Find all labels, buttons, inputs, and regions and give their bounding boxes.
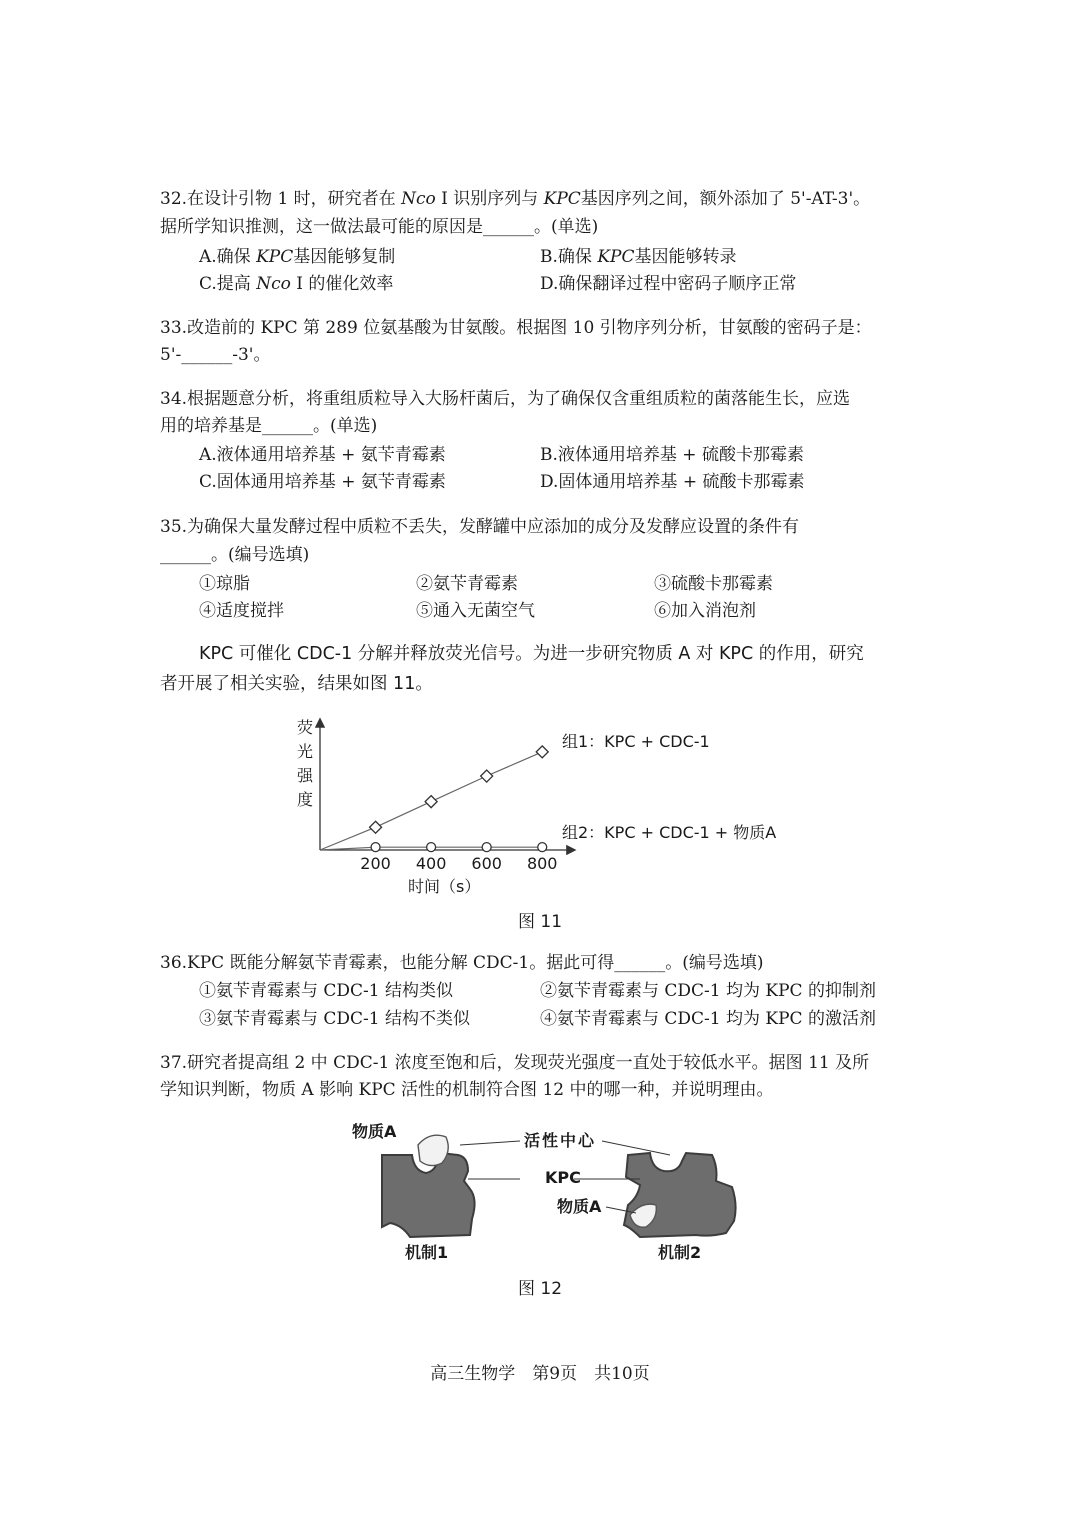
y-axis-label-char-0: 荧: [296, 718, 313, 737]
x-tick-label-600: 600: [471, 854, 502, 873]
q35-option-4: ④适度搅拌: [199, 601, 284, 621]
q35-option-1: ①琼脂: [199, 574, 250, 594]
q33-stem-line1: 33.改造前的 KPC 第 289 位氨基酸为甘氨酸。根据图 10 引物序列分析，甘氨酸的密码子是：: [160, 318, 872, 338]
q36-option-1: ①氨苄青霉素与 CDC-1 结构类似: [199, 981, 454, 1001]
data-point-group2-x200: [371, 843, 380, 852]
page-footer: 高三生物学 第9页 共10页: [430, 1364, 650, 1384]
fig12-label-substance-a-left: 物质A: [352, 1122, 397, 1141]
q35-stem-line1: 35.为确保大量发酵过程中质粒不丢失，发酵罐中应添加的成分及发酵应设置的条件有: [160, 517, 800, 537]
q34-option-c: C.固体通用培养基 + 氨苄青霉素: [199, 472, 446, 492]
data-point-group1-x600: [481, 770, 493, 782]
intro-line1: KPC 可催化 CDC-1 分解并释放荧光信号。为进一步研究物质 A 对 KPC 的作用，研究: [199, 644, 864, 664]
q34-option-d: D.固体通用培养基 + 硫酸卡那霉素: [540, 472, 805, 492]
q32-option-d: D.确保翻译过程中密码子顺序正常: [540, 274, 797, 294]
fig12-label-substance-a-right: 物质A: [557, 1197, 602, 1216]
fig12-caption: 图 12: [518, 1279, 563, 1299]
q36-option-4: ④氨苄青霉素与 CDC-1 均为 KPC 的激活剂: [540, 1009, 876, 1029]
q32-option-c: C.提高 Nco I 的催化效率: [199, 274, 394, 294]
q36-option-2: ②氨苄青霉素与 CDC-1 均为 KPC 的抑制剂: [540, 981, 876, 1001]
q37-stem-line1: 37.研究者提高组 2 中 CDC-1 浓度至饱和后，发现荧光强度一直处于较低水平。据图 11 及所: [160, 1053, 870, 1073]
q33-stem-line2: 5'-______-3'。: [160, 345, 271, 365]
legend-group1: 组1：KPC + CDC-1: [562, 732, 710, 751]
q34-option-a: A.液体通用培养基 + 氨苄青霉素: [199, 445, 446, 465]
y-axis-label: [295, 716, 315, 812]
data-point-group2-x400: [427, 843, 436, 852]
fig11-caption: 图 11: [518, 912, 563, 932]
q35-option-6: ⑥加入消泡剂: [654, 601, 756, 621]
x-tick-label-800: 800: [526, 854, 558, 873]
fig12-label-active-center: 活性中心: [524, 1131, 597, 1150]
q36-option-3: ③氨苄青霉素与 CDC-1 结构不类似: [199, 1009, 471, 1029]
q32-stem-line2: 据所学知识推测，这一做法最可能的原因是______。(单选): [160, 217, 599, 237]
q34-stem-line2: 用的培养基是______。(单选): [160, 416, 378, 436]
x-tick-label-400: 400: [415, 854, 447, 873]
legend-group2: 组2：KPC + CDC-1 + 物质A: [562, 823, 777, 842]
intro-line2: 者开展了相关实验，结果如图 11。: [160, 674, 433, 694]
substance-a-mechanism1: [418, 1135, 448, 1165]
q35-option-3: ③硫酸卡那霉素: [654, 574, 773, 594]
y-axis-label-char-2: 强: [296, 766, 313, 785]
q35-option-2: ②氨苄青霉素: [416, 574, 518, 594]
q35-option-5: ⑤通入无菌空气: [416, 601, 535, 621]
leader-active-center-right: [602, 1141, 670, 1155]
y-axis-label-char-3: 度: [296, 790, 313, 809]
y-axis-label-char-1: 光: [296, 742, 313, 761]
x-tick-label-200: 200: [360, 854, 391, 873]
data-point-group2-x600: [482, 843, 491, 852]
q35-stem-line2: ______。(编号选填): [160, 545, 310, 565]
q36-stem-line1: 36.KPC 既能分解氨苄青霉素，也能分解 CDC-1。据此可得______。(编号选填): [160, 953, 764, 973]
x-axis-label: 时间（s）: [408, 877, 481, 896]
q32-stem-line1: 32.在设计引物 1 时，研究者在 Nco I 识别序列与 KPC基因序列之间，额外添加了 5'-AT-3'。: [160, 189, 871, 209]
data-point-group2-x800: [538, 843, 547, 852]
fig12-label-kpc: KPC: [545, 1168, 581, 1187]
q34-stem-line1: 34.根据题意分析，将重组质粒导入大肠杆菌后，为了确保仅含重组质粒的菌落能生长，应选: [160, 389, 851, 409]
fig11-chart: [280, 712, 800, 902]
q32-option-a: A.确保 KPC基因能够复制: [199, 247, 396, 267]
leader-active-center-left: [460, 1141, 520, 1145]
q34-option-b: B.液体通用培养基 + 硫酸卡那霉素: [540, 445, 804, 465]
data-point-group1-x400: [425, 796, 437, 808]
fig12-label-mechanism2: 机制2: [658, 1243, 702, 1262]
q37-stem-line2: 学知识判断，物质 A 影响 KPC 活性的机制符合图 12 中的哪一种，并说明理由。: [160, 1080, 774, 1100]
q32-option-b: B.确保 KPC基因能够转录: [540, 247, 737, 267]
data-point-group1-x800: [536, 746, 548, 758]
data-point-group1-x200: [370, 821, 382, 833]
fig12-label-mechanism1: 机制1: [405, 1243, 449, 1262]
